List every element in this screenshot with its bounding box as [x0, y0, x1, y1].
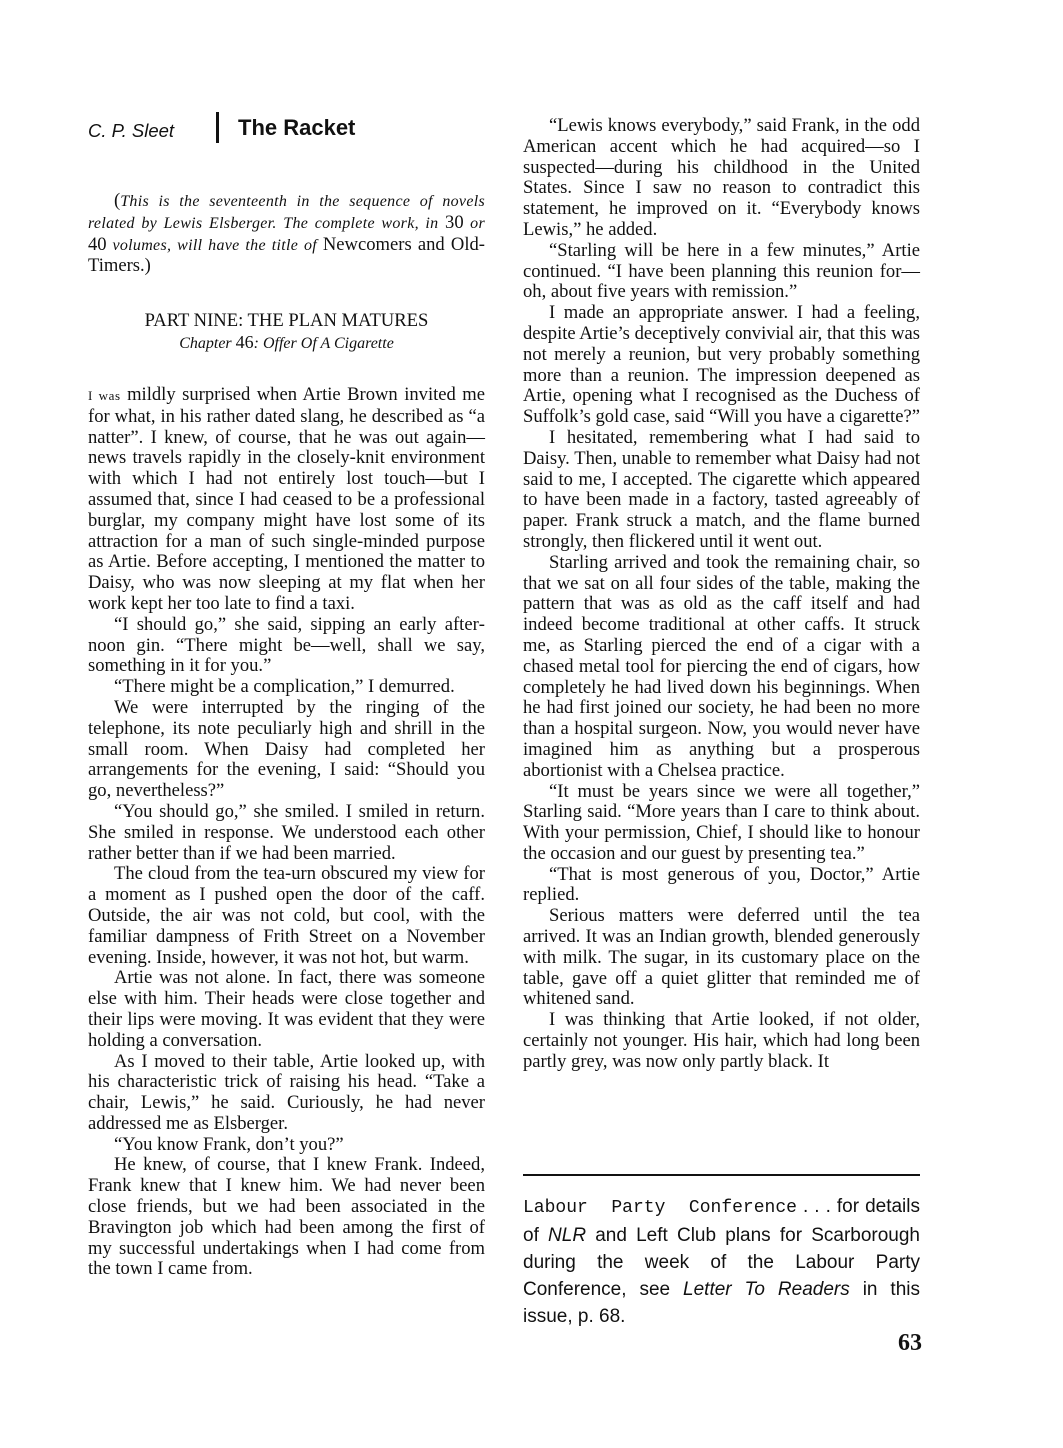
body-paragraph: Serious matters were deferred until the tea arrived. It was an Indian growth, blended generously with milk. The sugar, in its customary place on the table, gave off a quiet glitter that reminded me of whitened sand. — [523, 905, 920, 1010]
part-title: PART NINE: THE PLAN MATURES — [144, 310, 429, 331]
chapter-title — [88, 332, 485, 355]
notice-nlr: NLR — [548, 1225, 587, 1246]
footnote-divider — [523, 1174, 920, 1176]
chapter-number: 46 — [235, 331, 254, 352]
body-paragraph: I hesitated, remembering what I had said to Daisy. Then, unable to remember what Daisy had not said to me, I accepted. The cigarette which appeared to have been made in a factory, tasted agreeably of paper. Frank struck a match, and the flame burned strongly, then flickered until it went out. — [523, 426, 920, 552]
body-paragraph: As I moved to their table, Artie looked up, with his characteristic trick of raising his head. “Take a chair, Lewis,” he said. Curiously, he had never addressed me as Elsberger. — [88, 1050, 485, 1134]
intro-num2: 40 — [88, 233, 107, 255]
body-paragraph: “Starling will be here in a few minutes,” Artie continued. “I have been planning this reunion for—oh, about five years with remission.” — [523, 239, 920, 303]
paragraph-text: mildly surprised when Artie Brown invited me for what, in his rather dated slang, he described as “a natter”. I knew, of course, that he was out again—news travels rapidly in the closely-knit environment with which I had not entirely lost touch—but I assumed that, since I had ceased to be a professional burglar, my company might have lost some of its attraction for a man of such single-minded purpose as Artie. Before accepting, I mentioned the matter to Daisy, who was now sleeping at my flat when her work kept her too late to find a taxi. — [88, 384, 486, 614]
body-paragraph: I made an appropriate answer. I had a feeling, despite Artie’s deceptively convivial air, that this was not merely a reunion, but very probably something more than a reunion. The impression deepened as Artie, opening what I recognised as the Duchess of Suffolk’s gold case, said “Will you have a cigarette?” — [523, 302, 920, 428]
notice-text-1: for details of — [523, 1196, 920, 1246]
chapter-name: : Offer Of A Cigarette — [253, 334, 394, 352]
body-paragraph: “Lewis knows everybody,” said Frank, in the odd American accent which he had acquired—so I suspected—during his childhood in the United States. Since I saw no reason to contradict this statement, he improved on it. “Everybody knows Lewis,” he added. — [523, 115, 920, 240]
conference-notice — [523, 1193, 920, 1330]
body-paragraph: Starling arrived and took the remaining chair, so that we sat on all four sides of the table, making the pattern that was as old as the caff itself and had indeed become traditional at other caffs. It struck me, as Starling pierced the end of a cigar with a chased metal tool for piercing the end of cigars, how completely he had lived down his beginnings. When he had first joined our society, he had been no more than a hospital surgeon. Now, you would never have imagined him as anything but a prosperous abortionist with a Chelsea practice. — [523, 551, 920, 781]
intro-num1: 30 — [445, 211, 464, 233]
intro-italic-2: volumes, will have the title of — [106, 236, 323, 254]
author-name: C. P. Sleet — [88, 120, 175, 141]
body-paragraph: The cloud from the tea-urn obscured my view for a moment as I pushed open the door of the caff. Outside, the air was not cold, but cool, with the familiar dampness of Frith Street on a November evening. Inside, however, it was not hot, but warm. — [88, 863, 485, 968]
notice-lead: Labour Party Conference — [523, 1198, 797, 1218]
drop-words: I was — [88, 388, 121, 403]
notice-letter-title: Letter To Readers — [683, 1279, 850, 1300]
notice-text-3: in this issue, p. 68. — [523, 1279, 920, 1327]
body-paragraph: “That is most generous of you, Doctor,” Artie replied. — [523, 863, 920, 906]
body-paragraph: “You should go,” she smiled. I smiled in return. She smiled in response. We understood each other rather better than if we had been married. — [88, 800, 485, 864]
notice-text-2: and Left Club plans for Scarborough during the week of the Labour Party Conference, see — [523, 1225, 921, 1300]
body-paragraph: “There might be a complication,” I demurred. — [114, 676, 455, 698]
intro-book-title: Newcomers and Old-Timers.) — [88, 233, 486, 277]
body-paragraph: “It must be years since we were all together,” Starling said. “More years than I care to think about. With your permission, Chief, I should like to honour the occasion and our guest by presenting tea.” — [523, 780, 920, 864]
body-paragraph — [88, 385, 485, 615]
intro-italic: This is the seventeenth in the sequence of novels related by Lewis Elsberger. The complete work, in — [88, 193, 485, 232]
header-divider — [216, 112, 219, 143]
part-heading — [88, 311, 485, 355]
editorial-note — [88, 191, 485, 277]
left-column — [88, 385, 485, 1280]
body-paragraph: We were interrupted by the ringing of the telephone, its note peculiarly high and shrill in the small room. When Daisy had completed her arrangements for the evening, I said: “Should you go, nevertheless?” — [88, 696, 485, 802]
page-number: 63 — [898, 1330, 922, 1356]
body-paragraph: I was thinking that Artie looked, if not older, certainly not younger. His hair, which had long been partly grey, was now only partly black. It — [523, 1009, 920, 1072]
body-paragraph: He knew, of course, that I knew Frank. Indeed, Frank knew that I knew him. We had never been close friends, but we had been associated in the Bravington job which had been among the first of my successful undertakings when I had come from the town I came from. — [88, 1154, 485, 1280]
body-paragraph: “You know Frank, don’t you?” — [114, 1133, 344, 1155]
body-paragraph: “I should go,” she said, sipping an early afternoon gin. “There might be—well, shall we say, something in it for you.” — [88, 613, 485, 677]
notice-ellipsis: . . . — [796, 1196, 837, 1217]
chapter-label: Chapter — [179, 334, 236, 352]
intro-paragraph — [88, 191, 485, 277]
body-paragraph: Artie was not alone. In fact, there was someone else with him. Their heads were close together and their lips were moving. It was evident that they were holding a conversation. — [88, 967, 485, 1051]
intro-open-paren: ( — [114, 190, 121, 211]
intro-or: or — [463, 214, 485, 232]
right-column — [523, 116, 920, 1073]
article-title: The Racket — [238, 115, 356, 140]
article-header — [88, 112, 485, 146]
